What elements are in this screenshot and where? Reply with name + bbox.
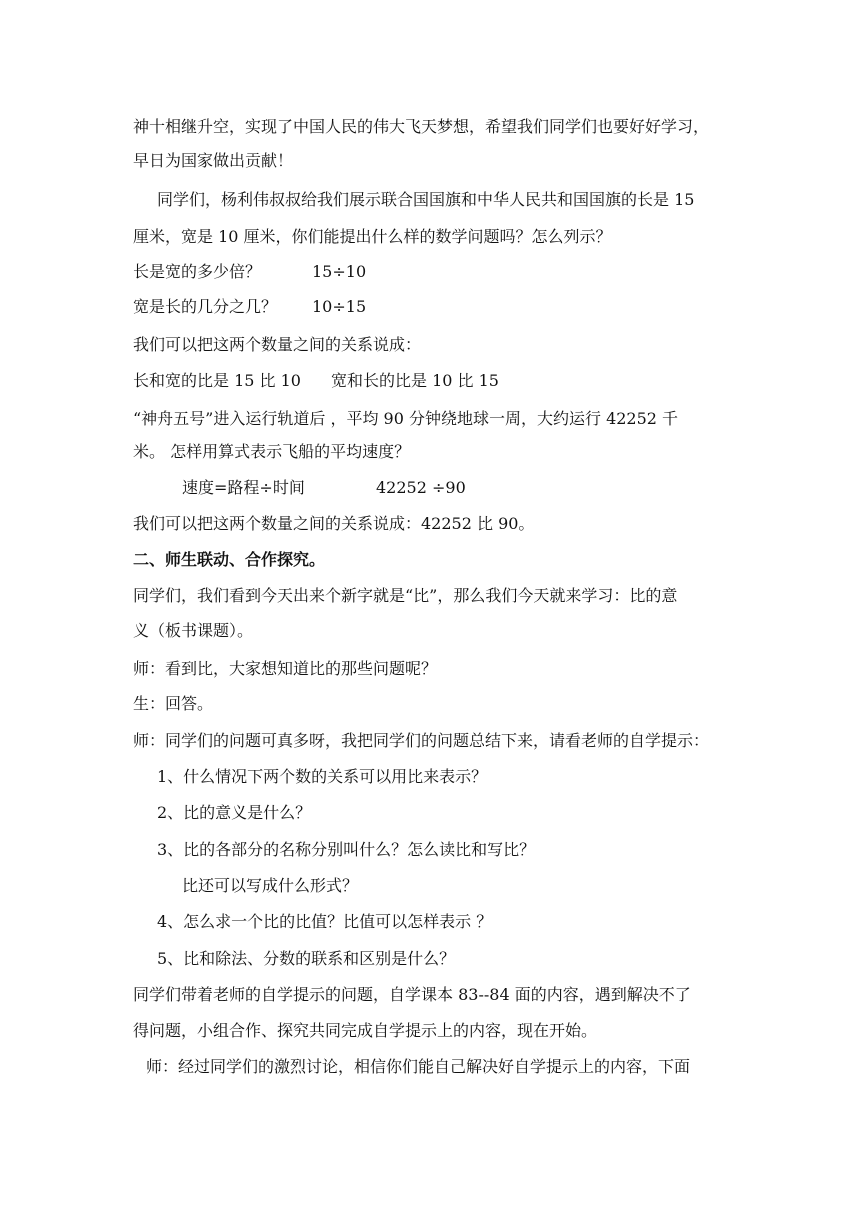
list-item: 3、比的各部分的名称分别叫什么？怎么读比和写比？ <box>157 840 536 859</box>
text-line: 师：同学们的问题可真多呀，我把同学们的问题总结下来，请看老师的自学提示： <box>133 731 710 750</box>
text-line: 我们可以把这两个数量之间的关系说成：42252 比 90。 <box>133 514 535 533</box>
text-line: 同学们带着老师的自学提示的问题，自学课本 83--84 面的内容，遇到解决不了 <box>133 985 691 1004</box>
text-line: 生：回答。 <box>133 694 214 713</box>
list-item: 5、比和除法、分数的联系和区别是什么？ <box>157 949 456 968</box>
text-line: 宽是长的几分之几？ <box>133 297 278 316</box>
formula-text: 15÷10 <box>312 262 367 281</box>
text-line: 我们可以把这两个数量之间的关系说成： <box>133 335 422 354</box>
formula-text: 速度=路程÷时间 <box>182 478 305 497</box>
text-line: 长和宽的比是 15 比 10 <box>133 371 301 390</box>
text-line: 米。 怎样用算式表示飞船的平均速度？ <box>133 442 411 461</box>
text-line: 得问题，小组合作、探究共同完成自学提示上的内容，现在开始。 <box>133 1021 598 1040</box>
list-item: 1、什么情况下两个数的关系可以用比来表示？ <box>157 767 488 786</box>
text-line: 宽和长的比是 10 比 15 <box>331 371 499 390</box>
list-item: 2、比的意义是什么？ <box>157 803 312 822</box>
text-line: 同学们，杨利伟叔叔给我们展示联合国国旗和中华人民共和国国旗的长是 15 <box>157 190 695 209</box>
text-line: 早日为国家做出贡献！ <box>133 151 294 170</box>
text-line: 义（板书课题）。 <box>133 621 254 640</box>
text-line: 长是宽的多少倍？ <box>133 262 262 281</box>
formula-text: 42252 ÷90 <box>376 478 466 497</box>
text-line: “神舟五号”进入运行轨道后 ，平均 90 分钟绕地球一周，大约运行 42252 千 <box>133 409 679 428</box>
section-heading: 二、师生联动、合作探究。 <box>133 550 326 569</box>
text-line: 师：看到比，大家想知道比的那些问题呢？ <box>133 659 438 678</box>
formula-text: 10÷15 <box>312 297 367 316</box>
text-line: 神十相继升空，实现了中国人民的伟大飞天梦想，希望我们同学们也要好好学习， <box>133 117 710 136</box>
list-item-continuation: 比还可以写成什么形式？ <box>182 876 359 895</box>
text-line: 厘米，宽是 10 厘米，你们能提出什么样的数学问题吗？怎么列示？ <box>133 227 612 246</box>
text-line: 同学们，我们看到今天出来个新字就是“比”，那么我们今天就来学习：比的意 <box>133 586 678 605</box>
list-item: 4、怎么求一个比的比值？比值可以怎样表示 ？ <box>157 912 493 931</box>
text-line: 师：经过同学们的激烈讨论，相信你们能自己解决好自学提示上的内容，下面 <box>146 1057 691 1076</box>
